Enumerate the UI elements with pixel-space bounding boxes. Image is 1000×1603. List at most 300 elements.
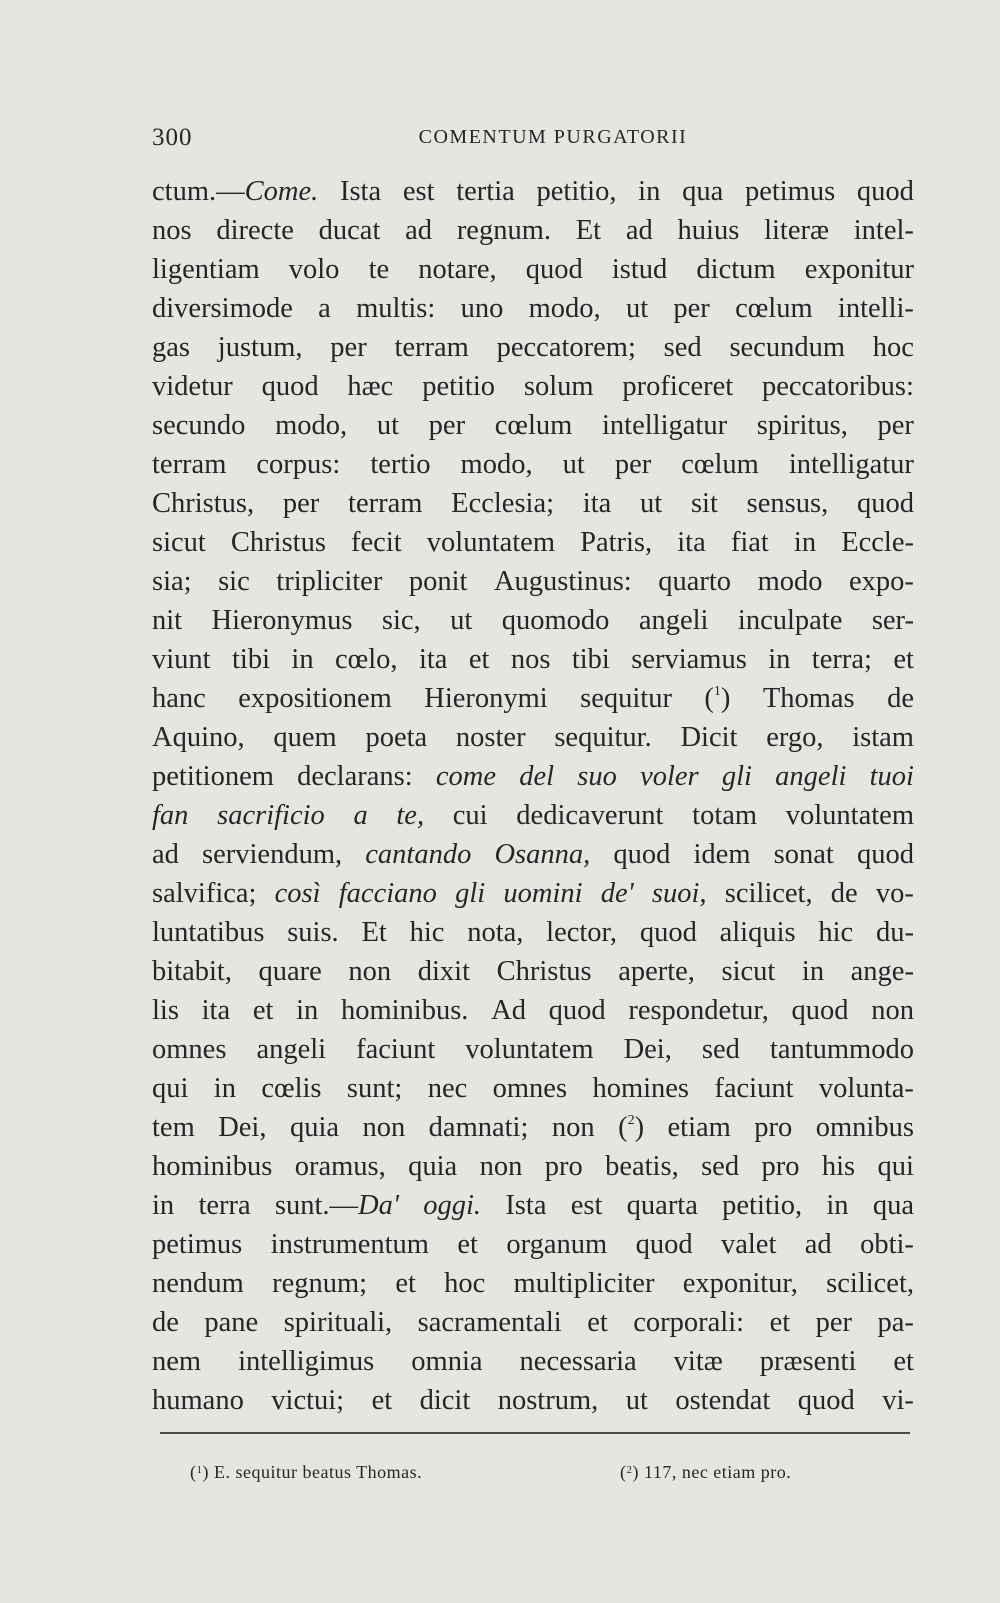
text-run: sit bbox=[690, 488, 718, 519]
text-run: intelligatur bbox=[788, 449, 914, 480]
text-run: et bbox=[371, 1385, 393, 1416]
text-run: in bbox=[638, 176, 661, 207]
text-run: Ista bbox=[505, 1190, 547, 1221]
word bbox=[152, 1147, 272, 1186]
word bbox=[394, 328, 468, 367]
footnote-mark: 1 bbox=[196, 1464, 203, 1476]
word bbox=[422, 367, 495, 406]
text-run: lis bbox=[152, 995, 179, 1026]
word bbox=[152, 1108, 195, 1147]
text-run: et bbox=[893, 1346, 914, 1377]
text-run: quod bbox=[856, 488, 914, 519]
word bbox=[720, 913, 796, 952]
text-run: istam bbox=[852, 722, 914, 753]
word bbox=[792, 991, 849, 1030]
word bbox=[370, 445, 430, 484]
word bbox=[330, 328, 366, 367]
text-line bbox=[152, 991, 914, 1030]
footnote-ref: 1 bbox=[713, 684, 721, 699]
text-run: omnia bbox=[411, 1346, 483, 1377]
text-run: cœlo, bbox=[335, 644, 398, 675]
word bbox=[429, 406, 465, 445]
text-line bbox=[152, 367, 914, 406]
word bbox=[704, 679, 730, 718]
italic-text: sacrificio bbox=[217, 800, 325, 831]
word bbox=[347, 367, 393, 406]
word bbox=[696, 250, 775, 289]
word bbox=[519, 757, 554, 796]
text-run: proficeret bbox=[622, 371, 734, 402]
word bbox=[628, 991, 769, 1030]
word bbox=[356, 289, 435, 328]
text-run: qui bbox=[877, 1151, 914, 1182]
text-run: solum bbox=[523, 371, 594, 402]
word bbox=[365, 835, 471, 874]
text-run: multipliciter bbox=[513, 1268, 655, 1299]
word bbox=[838, 289, 914, 328]
text-run: Hieronymus bbox=[211, 605, 353, 636]
word bbox=[395, 1264, 416, 1303]
word bbox=[491, 991, 526, 1030]
text-run: sic bbox=[218, 566, 250, 597]
text-run: ostendat bbox=[675, 1385, 771, 1416]
text-run: non bbox=[479, 1151, 523, 1182]
text-run: tripliciter bbox=[276, 566, 383, 597]
text-run: pro bbox=[544, 1151, 583, 1182]
word bbox=[878, 1303, 914, 1342]
text-run: literæ bbox=[764, 215, 829, 246]
text-run: Christus bbox=[230, 527, 326, 558]
word bbox=[762, 367, 914, 406]
word bbox=[424, 679, 547, 718]
text-run: de bbox=[887, 683, 914, 714]
word bbox=[212, 601, 353, 640]
word bbox=[554, 718, 651, 757]
text-run: videtur bbox=[152, 371, 233, 402]
text-run: quod bbox=[791, 995, 849, 1026]
text-run: dictum bbox=[696, 254, 776, 285]
text-run: multis: bbox=[356, 293, 436, 324]
word bbox=[403, 172, 435, 211]
word bbox=[887, 679, 914, 718]
text-run: quod bbox=[797, 1385, 855, 1416]
text-line bbox=[152, 1069, 914, 1108]
text-run: quod bbox=[635, 1229, 693, 1260]
word bbox=[572, 640, 610, 679]
word bbox=[356, 1030, 435, 1069]
text-run: quare bbox=[258, 956, 322, 987]
text-run: et bbox=[769, 1307, 791, 1338]
word bbox=[457, 211, 551, 250]
text-run: instrumentum bbox=[270, 1229, 429, 1260]
text-run: ergo, bbox=[766, 722, 824, 753]
text-run: luntatibus bbox=[152, 917, 265, 948]
word bbox=[152, 211, 192, 250]
text-run: dicit bbox=[419, 1385, 471, 1416]
text-run: non bbox=[362, 1112, 406, 1143]
word bbox=[851, 952, 914, 991]
text-line bbox=[152, 757, 914, 796]
word bbox=[613, 835, 670, 874]
text-run: damnati; bbox=[428, 1112, 529, 1143]
text-run: ligentiam bbox=[152, 254, 260, 285]
text-run: tibi bbox=[232, 644, 271, 675]
word bbox=[494, 562, 632, 601]
italic-text: oggi. bbox=[423, 1190, 482, 1221]
text-run: tibi bbox=[571, 644, 610, 675]
word bbox=[461, 289, 504, 328]
text-line bbox=[152, 289, 914, 328]
text-run: ita bbox=[582, 488, 612, 519]
word bbox=[275, 874, 321, 913]
text-run: est bbox=[402, 176, 435, 207]
word bbox=[202, 991, 231, 1030]
italic-text: gli bbox=[721, 761, 752, 792]
word bbox=[284, 1303, 392, 1342]
word bbox=[691, 484, 718, 523]
word bbox=[152, 406, 245, 445]
word bbox=[745, 172, 835, 211]
word bbox=[467, 913, 523, 952]
word bbox=[857, 835, 914, 874]
text-line bbox=[152, 640, 914, 679]
word bbox=[624, 1030, 672, 1069]
word bbox=[576, 211, 601, 250]
text-run: homines bbox=[592, 1073, 690, 1104]
word bbox=[640, 913, 697, 952]
word bbox=[290, 1108, 339, 1147]
text-run: nota, bbox=[467, 917, 524, 948]
text-line bbox=[152, 1030, 914, 1069]
text-run: lector, bbox=[546, 917, 618, 948]
word bbox=[296, 991, 318, 1030]
text-run: noster bbox=[455, 722, 526, 753]
word bbox=[494, 835, 590, 874]
word bbox=[411, 1342, 482, 1381]
word bbox=[857, 172, 914, 211]
word bbox=[365, 718, 427, 757]
text-run: pro bbox=[761, 1151, 800, 1182]
word bbox=[674, 1342, 723, 1381]
word bbox=[455, 874, 485, 913]
word bbox=[214, 1069, 236, 1108]
text-run: hæc bbox=[347, 371, 394, 402]
text-run: hic bbox=[409, 917, 445, 948]
word bbox=[152, 1030, 226, 1069]
text-run: in bbox=[793, 527, 817, 558]
text-run: ctum.— bbox=[152, 176, 245, 207]
italic-text: uomini bbox=[503, 878, 583, 909]
italic-text: Osanna, bbox=[494, 839, 591, 870]
text-run: nos bbox=[510, 644, 551, 675]
word bbox=[152, 796, 188, 835]
text-run: etiam bbox=[667, 1112, 731, 1143]
text-run: humano bbox=[152, 1385, 244, 1416]
word bbox=[204, 1303, 258, 1342]
italic-text: gli bbox=[455, 878, 486, 909]
word bbox=[757, 406, 848, 445]
text-run: in bbox=[291, 644, 314, 675]
word bbox=[348, 952, 391, 991]
word bbox=[469, 640, 490, 679]
text-run: in bbox=[768, 644, 791, 675]
word bbox=[602, 406, 727, 445]
text-run: suis. bbox=[287, 917, 339, 948]
word bbox=[347, 1069, 402, 1108]
italic-text: come bbox=[435, 761, 496, 792]
footnote-rule bbox=[160, 1432, 910, 1434]
word bbox=[372, 1381, 393, 1420]
text-run: spiritus, bbox=[756, 410, 848, 441]
italic-text: a bbox=[353, 800, 368, 831]
text-run: bitabit, bbox=[152, 956, 232, 987]
text-run: intelligatur bbox=[602, 410, 728, 441]
text-run: Patris, bbox=[580, 527, 653, 558]
word bbox=[805, 250, 914, 289]
word bbox=[668, 1108, 731, 1147]
word bbox=[870, 757, 914, 796]
word bbox=[152, 913, 264, 952]
word bbox=[721, 1225, 776, 1264]
text-run: ) bbox=[720, 683, 731, 714]
text-run: serviamus bbox=[631, 644, 747, 675]
word bbox=[664, 328, 702, 367]
word bbox=[351, 523, 402, 562]
text-run: directe bbox=[216, 215, 294, 246]
word bbox=[802, 952, 824, 991]
text-run: Dei, bbox=[623, 1034, 672, 1065]
word bbox=[152, 640, 211, 679]
text-run: Ecclesia; bbox=[451, 488, 555, 519]
word bbox=[729, 328, 845, 367]
word bbox=[238, 679, 392, 718]
text-run: beatis, bbox=[605, 1151, 679, 1182]
word bbox=[841, 523, 914, 562]
word bbox=[549, 991, 606, 1030]
italic-text: del bbox=[519, 761, 555, 792]
text-run: terram bbox=[394, 332, 469, 363]
italic-text: angeli bbox=[775, 761, 847, 792]
text-run: sed bbox=[701, 1151, 740, 1182]
word bbox=[877, 1147, 913, 1186]
text-line bbox=[152, 1303, 914, 1342]
text-run: intelligimus bbox=[238, 1346, 375, 1377]
text-run: expo- bbox=[849, 566, 914, 597]
text-run: cœlis bbox=[261, 1073, 322, 1104]
word bbox=[152, 1381, 244, 1420]
word bbox=[747, 484, 829, 523]
text-run: salvifica; bbox=[152, 878, 257, 909]
text-run: necessaria bbox=[519, 1346, 637, 1377]
text-run: terram bbox=[152, 449, 227, 480]
word bbox=[876, 913, 914, 952]
word bbox=[775, 757, 846, 796]
word bbox=[340, 172, 381, 211]
word bbox=[754, 1108, 792, 1147]
word bbox=[725, 874, 813, 913]
word bbox=[758, 562, 823, 601]
text-run: obti- bbox=[860, 1229, 914, 1260]
word bbox=[692, 796, 757, 835]
word bbox=[514, 1264, 655, 1303]
text-run: quem bbox=[273, 722, 337, 753]
word bbox=[256, 1030, 326, 1069]
text-run: ( bbox=[618, 1112, 628, 1143]
word bbox=[152, 484, 254, 523]
text-run: hoc bbox=[872, 332, 914, 363]
word bbox=[232, 640, 270, 679]
text-run: angeli bbox=[256, 1034, 327, 1065]
word bbox=[871, 991, 914, 1030]
text-run: ita bbox=[418, 644, 448, 675]
italic-text: te, bbox=[396, 800, 425, 831]
word bbox=[658, 562, 731, 601]
text-run: aperte, bbox=[618, 956, 695, 987]
text-run: peccatoribus: bbox=[762, 371, 914, 402]
word bbox=[577, 757, 617, 796]
text-line bbox=[152, 718, 914, 757]
text-run: Eccle- bbox=[841, 527, 914, 558]
word bbox=[526, 250, 583, 289]
text-run: cui bbox=[452, 800, 488, 831]
text-run: gas bbox=[152, 332, 190, 363]
text-run: cœlum bbox=[494, 410, 573, 441]
word bbox=[626, 1381, 648, 1420]
word bbox=[217, 796, 325, 835]
word bbox=[423, 1186, 481, 1225]
word bbox=[503, 874, 582, 913]
text-run: sunt; bbox=[346, 1073, 403, 1104]
text-run: sacramentali bbox=[417, 1307, 562, 1338]
text-run: viunt bbox=[152, 644, 211, 675]
text-run: quarto bbox=[658, 566, 732, 597]
text-run: Et bbox=[575, 215, 602, 246]
word bbox=[318, 289, 331, 328]
text-run: modo, bbox=[460, 449, 533, 480]
text-run: de bbox=[152, 1307, 179, 1338]
text-run: petitio bbox=[422, 371, 496, 402]
text-run: sia; bbox=[152, 566, 192, 597]
text-run: quod bbox=[613, 839, 671, 870]
word bbox=[537, 172, 617, 211]
text-run: ut bbox=[640, 488, 663, 519]
text-run: organum bbox=[506, 1229, 608, 1260]
text-run: fecit bbox=[351, 527, 402, 558]
word bbox=[552, 1108, 595, 1147]
word bbox=[860, 1225, 914, 1264]
text-run: vi- bbox=[882, 1385, 914, 1416]
word bbox=[353, 796, 367, 835]
word bbox=[612, 250, 667, 289]
text-run: ad bbox=[804, 1229, 832, 1260]
word bbox=[152, 562, 192, 601]
text-run: a bbox=[318, 293, 331, 324]
text-run: hominibus. bbox=[340, 995, 469, 1026]
text-run: idem bbox=[693, 839, 751, 870]
text-run: regnum. bbox=[456, 215, 551, 246]
word bbox=[348, 484, 422, 523]
word bbox=[410, 913, 445, 952]
word bbox=[506, 1225, 607, 1264]
word bbox=[681, 445, 759, 484]
word bbox=[826, 1186, 848, 1225]
word bbox=[238, 1342, 374, 1381]
word bbox=[678, 211, 740, 250]
text-run: non bbox=[551, 1112, 595, 1143]
word bbox=[427, 523, 555, 562]
text-run: Dei, bbox=[218, 1112, 267, 1143]
text-run: tertia bbox=[456, 176, 515, 207]
text-run: hic bbox=[818, 917, 854, 948]
text-run: secundum bbox=[729, 332, 845, 363]
text-run: omnibus bbox=[815, 1112, 914, 1143]
word bbox=[152, 445, 226, 484]
text-run: præsenti bbox=[759, 1346, 857, 1377]
italic-text: tuoi bbox=[869, 761, 914, 792]
text-run: sensus, bbox=[746, 488, 829, 519]
word bbox=[893, 1342, 914, 1381]
text-run: quod bbox=[261, 371, 319, 402]
word bbox=[722, 757, 752, 796]
text-run: angeli bbox=[638, 605, 709, 636]
text-run: non bbox=[871, 995, 914, 1026]
word bbox=[271, 1381, 344, 1420]
word bbox=[761, 1147, 799, 1186]
text-line bbox=[152, 1147, 914, 1186]
text-run: volunta- bbox=[818, 1073, 914, 1104]
word bbox=[520, 1342, 637, 1381]
word bbox=[563, 445, 585, 484]
text-line bbox=[152, 1264, 914, 1303]
text-run: petitio, bbox=[536, 176, 617, 207]
text-run: quod bbox=[525, 254, 583, 285]
text-run: per bbox=[877, 410, 914, 441]
text-run: intel- bbox=[853, 215, 914, 246]
text-line bbox=[152, 1342, 914, 1381]
running-title: COMENTUM PURGATORII bbox=[418, 126, 688, 148]
text-line bbox=[152, 1186, 914, 1225]
text-run: ducat bbox=[318, 215, 381, 246]
word bbox=[893, 640, 914, 679]
text-run: sequitur bbox=[580, 683, 672, 714]
text-line bbox=[152, 328, 914, 367]
text-run: istud bbox=[611, 254, 668, 285]
italic-text: Da' bbox=[358, 1190, 399, 1221]
word bbox=[640, 484, 662, 523]
word bbox=[152, 289, 293, 328]
text-run: justum, bbox=[217, 332, 303, 363]
word bbox=[497, 328, 636, 367]
text-run: dixit bbox=[417, 956, 470, 987]
word bbox=[152, 718, 245, 757]
text-run: petimus bbox=[744, 176, 836, 207]
italic-text: facciano bbox=[338, 878, 437, 909]
text-line bbox=[152, 250, 914, 289]
word bbox=[152, 952, 232, 991]
word bbox=[852, 718, 914, 757]
word bbox=[291, 640, 313, 679]
text-run: nem bbox=[152, 1346, 202, 1377]
text-run: omnes bbox=[152, 1034, 227, 1065]
text-run: nit bbox=[152, 605, 183, 636]
text-line bbox=[152, 523, 914, 562]
word bbox=[276, 562, 382, 601]
word bbox=[418, 952, 470, 991]
text-run: du- bbox=[876, 917, 914, 948]
word bbox=[497, 952, 592, 991]
italic-text: voler bbox=[640, 761, 699, 792]
word bbox=[618, 1108, 644, 1147]
